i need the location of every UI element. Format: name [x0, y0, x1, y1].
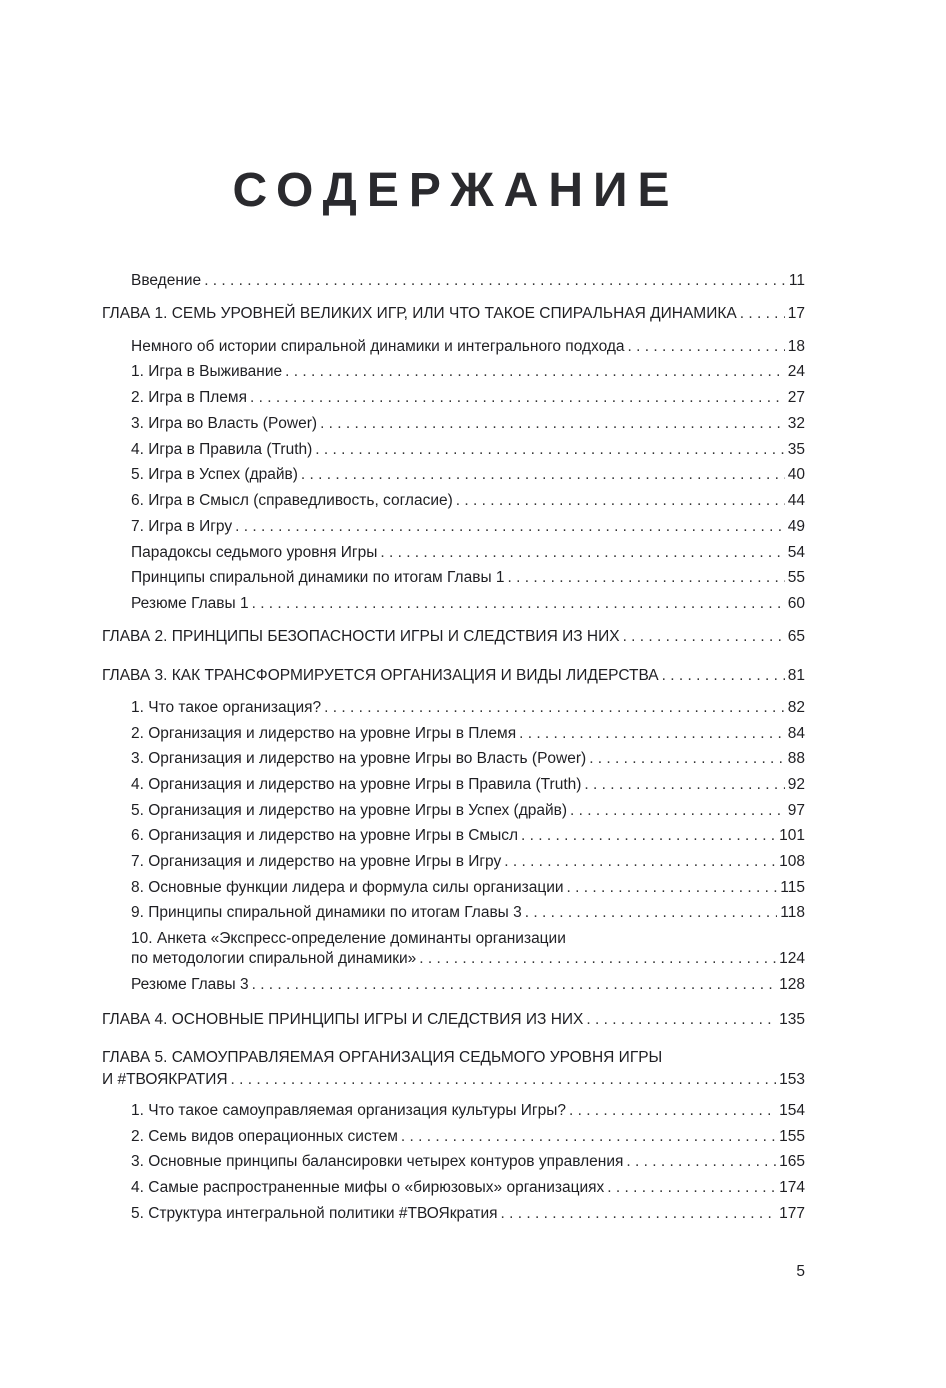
- toc-entry-page: 101: [779, 827, 805, 844]
- toc-entry-label: по методологии спиральной динамики»: [131, 950, 417, 967]
- toc-entry: [131, 801, 805, 821]
- toc-entry-page: 17: [787, 305, 805, 322]
- toc-entry-page: 88: [787, 750, 805, 767]
- dot-leader: [419, 949, 776, 969]
- toc-entry: [131, 698, 805, 718]
- dot-leader: [204, 271, 786, 291]
- toc-entry-page: 124: [779, 950, 805, 967]
- dot-leader: [628, 337, 785, 357]
- toc-entry-label: ГЛАВА 2. ПРИНЦИПЫ БЕЗОПАСНОСТИ ИГРЫ И СЛЕДСТВИЯ ИЗ НИХ: [102, 628, 620, 645]
- toc-entry: [131, 594, 805, 614]
- toc-entry: [131, 337, 805, 357]
- dot-leader: [519, 724, 785, 744]
- toc-entry-page: 115: [780, 879, 805, 896]
- dot-leader: [235, 517, 785, 537]
- toc-entry-label: 7. Игра в Игру: [131, 518, 233, 535]
- toc-entry: [131, 975, 805, 995]
- toc-entry-page: 118: [780, 904, 805, 921]
- dot-leader: [504, 852, 776, 872]
- toc-entry-label: 1. Игра в Выживание: [131, 363, 283, 380]
- toc-entry-label: ГЛАВА 3. КАК ТРАНСФОРМИРУЕТСЯ ОРГАНИЗАЦИЯ И ВИДЫ ЛИДЕРСТВА: [102, 667, 659, 684]
- toc-entry-page: 165: [779, 1153, 805, 1170]
- toc-entry-label: 4. Самые распространенные мифы о «бирюзовых» организациях: [131, 1179, 605, 1196]
- toc-entry-label: 2. Игра в Племя: [131, 389, 247, 406]
- toc-entry-page: 81: [787, 667, 805, 684]
- toc-entry-page: 24: [787, 363, 805, 380]
- toc-entry: [131, 724, 805, 744]
- toc-entry: [131, 852, 805, 872]
- toc-entry: [131, 465, 805, 485]
- toc-entry-label: 2. Семь видов операционных систем: [131, 1128, 398, 1145]
- dot-leader: [231, 1070, 777, 1090]
- dot-leader: [456, 491, 785, 511]
- toc-entry-page: 174: [779, 1179, 805, 1196]
- toc-chapter-entry: [102, 1010, 805, 1030]
- toc-entry-label: Принципы спиральной динамики по итогам Главы 1: [131, 569, 505, 586]
- toc-entry-label: 3. Организация и лидерство на уровне Игры во Власть (Power): [131, 750, 587, 767]
- toc-entry-label: 5. Игра в Успех (драйв): [131, 466, 298, 483]
- toc-entry-label: 1. Что такое самоуправляемая организация культуры Игры?: [131, 1102, 566, 1119]
- toc-entry: [131, 491, 805, 511]
- toc-entry: [131, 271, 805, 291]
- toc-entry-label: Введение: [131, 272, 202, 289]
- toc-entry-page: 108: [779, 853, 805, 870]
- toc-chapter-entry: [102, 1048, 805, 1068]
- dot-leader: [570, 801, 785, 821]
- toc-entry-page: 35: [787, 441, 805, 458]
- toc-entry-page: 84: [787, 725, 805, 742]
- toc-entry: [131, 362, 805, 382]
- toc-entry-label: ГЛАВА 5. САМОУПРАВЛЯЕМАЯ ОРГАНИЗАЦИЯ СЕДЬМОГО УРОВНЯ ИГРЫ: [102, 1049, 663, 1066]
- dot-leader: [626, 1152, 776, 1172]
- toc-entry-page: 18: [787, 338, 805, 355]
- toc-entry-page: 155: [779, 1128, 805, 1145]
- dot-leader: [285, 362, 785, 382]
- toc-entry: [131, 903, 805, 923]
- toc-entry-label: 2. Организация и лидерство на уровне Игры в Племя: [131, 725, 517, 742]
- dot-leader: [662, 666, 785, 686]
- toc-entry-page: 177: [779, 1205, 805, 1222]
- toc-entry-label: Парадоксы седьмого уровня Игры: [131, 544, 378, 561]
- toc-entry-page: 97: [787, 802, 805, 819]
- toc-entry: [131, 929, 805, 949]
- toc-entry-page: 44: [787, 492, 805, 509]
- toc-entry-label: 9. Принципы спиральной динамики по итогам Главы 3: [131, 904, 522, 921]
- dot-leader: [501, 1204, 777, 1224]
- dot-leader: [324, 698, 785, 718]
- toc-entry: [131, 543, 805, 563]
- toc-entry: [131, 878, 805, 898]
- toc-entry-label: И #ТВОЯКРАТИЯ: [102, 1071, 228, 1088]
- toc-entry: [131, 1204, 805, 1224]
- toc-entry-page: 27: [787, 389, 805, 406]
- toc-entry-label: 7. Организация и лидерство на уровне Игры в Игру: [131, 853, 502, 870]
- toc-entry-page: 135: [779, 1011, 805, 1028]
- toc-chapter-entry: [102, 627, 805, 647]
- toc-entry-label: 5. Структура интегральной политики #ТВОЯкратия: [131, 1205, 498, 1222]
- toc-entry: [131, 440, 805, 460]
- toc-entry-label: 6. Игра в Смысл (справедливость, согласие): [131, 492, 453, 509]
- dot-leader: [623, 627, 785, 647]
- dot-leader: [252, 594, 785, 614]
- toc-entry: [131, 517, 805, 537]
- toc-entry-label: 4. Игра в Правила (Truth): [131, 441, 313, 458]
- dot-leader: [301, 465, 785, 485]
- dot-leader: [584, 775, 784, 795]
- toc-entry-page: 92: [787, 776, 805, 793]
- toc-entry: [131, 1127, 805, 1147]
- toc-entry-page: 54: [787, 544, 805, 561]
- toc-entry-page: 60: [787, 595, 805, 612]
- toc-entry: [131, 826, 805, 846]
- toc-chapter-entry: [102, 666, 805, 686]
- dot-leader: [569, 1101, 776, 1121]
- toc-entry-page: 154: [779, 1102, 805, 1119]
- toc-entry-label: 3. Основные принципы балансировки четырех контуров управления: [131, 1153, 624, 1170]
- dot-leader: [607, 1178, 776, 1198]
- toc-entry-label: 3. Игра во Власть (Power): [131, 415, 318, 432]
- toc-entry-page: 49: [787, 518, 805, 535]
- dot-leader: [250, 388, 785, 408]
- toc-entry: [131, 568, 805, 588]
- dot-leader: [320, 414, 785, 434]
- dot-leader: [521, 826, 776, 846]
- dot-leader: [508, 568, 785, 588]
- toc-entry: [131, 949, 805, 969]
- toc-entry: [131, 749, 805, 769]
- toc-entry-label: 6. Организация и лидерство на уровне Игры в Смысл: [131, 827, 519, 844]
- dot-leader: [589, 749, 785, 769]
- toc-entry: [131, 775, 805, 795]
- dot-leader: [525, 903, 778, 923]
- toc-entry-page: 128: [779, 976, 805, 993]
- toc-entry-label: 5. Организация и лидерство на уровне Игры в Успех (драйв): [131, 802, 568, 819]
- toc-entry: [131, 388, 805, 408]
- dot-leader: [315, 440, 784, 460]
- toc-entry-label: Немного об истории спиральной динамики и интегрального подхода: [131, 338, 625, 355]
- dot-leader: [740, 304, 785, 324]
- dot-leader: [586, 1010, 776, 1030]
- page-number: 5: [796, 1263, 805, 1280]
- toc-chapter-entry: [102, 304, 805, 324]
- toc-entry-page: 55: [787, 569, 805, 586]
- dot-leader: [401, 1127, 776, 1147]
- toc-entry: [131, 414, 805, 434]
- toc-entry-page: 82: [787, 699, 805, 716]
- toc-entry-label: 4. Организация и лидерство на уровне Игры в Правила (Truth): [131, 776, 582, 793]
- toc-entry-label: Резюме Главы 1: [131, 595, 249, 612]
- toc-entry-page: 11: [788, 272, 805, 289]
- dot-leader: [380, 543, 784, 563]
- dot-leader: [252, 975, 777, 995]
- toc-entry-page: 32: [787, 415, 805, 432]
- toc-entry-label: 1. Что такое организация?: [131, 699, 322, 716]
- toc-entry: [131, 1152, 805, 1172]
- dot-leader: [567, 878, 778, 898]
- toc-entry-label: 8. Основные функции лидера и формула силы организации: [131, 879, 564, 896]
- toc-entry-label: 10. Анкета «Экспресс-определение доминанты организации: [131, 930, 566, 947]
- toc-entry-label: ГЛАВА 4. ОСНОВНЫЕ ПРИНЦИПЫ ИГРЫ И СЛЕДСТВИЯ ИЗ НИХ: [102, 1011, 584, 1028]
- toc-chapter-entry: [102, 1070, 805, 1090]
- toc-entry-label: ГЛАВА 1. СЕМЬ УРОВНЕЙ ВЕЛИКИХ ИГР, ИЛИ ЧТО ТАКОЕ СПИРАЛЬНАЯ ДИНАМИКА: [102, 305, 737, 322]
- toc-entry: [131, 1101, 805, 1121]
- toc-entry: [131, 1178, 805, 1198]
- toc-entry-page: 40: [787, 466, 805, 483]
- toc-entry-page: 65: [787, 628, 805, 645]
- toc-entry-label: Резюме Главы 3: [131, 976, 249, 993]
- toc-entry-page: 153: [779, 1071, 805, 1088]
- page-title: СОДЕРЖАНИЕ: [232, 164, 680, 217]
